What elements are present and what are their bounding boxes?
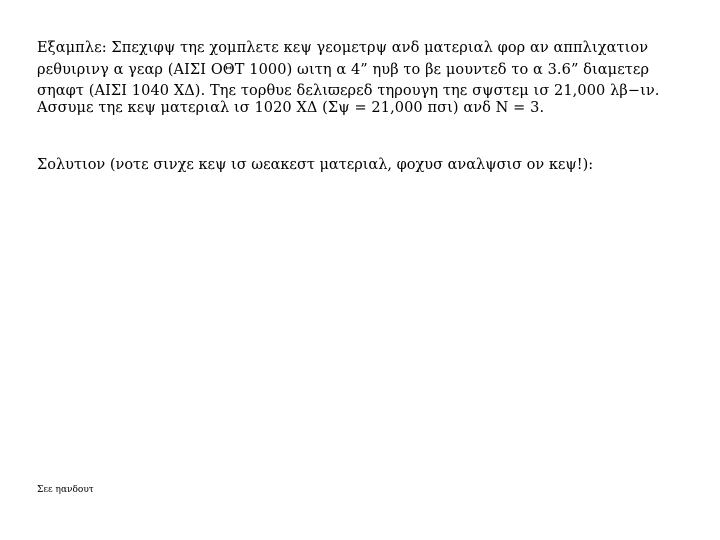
problem-statement-line-3: σηαφτ (ΑΙΣΙ 1040 ΧΔ). Τηε τορθυε δελιϖερεδ τηρουγη τηε σψστεμ ισ 21,000 λβ−ιν. xyxy=(37,83,660,99)
solution-heading: Σολυτιον (νοτε σινχε κεψ ισ ωεακεστ ματεριαλ, φοχυσ αναλψσισ ον κεψ!): xyxy=(37,157,594,173)
problem-statement-line-2: ρεθυιρινγ α γεαρ (ΑΙΣΙ ΟΘΤ 1000) ωιτη α 4” ηυβ το βε μουντεδ το α 3.6” διαμετερ xyxy=(37,62,650,78)
problem-statement-line-1: Εξαμπλε: Σπεχιφψ τηε χομπλετε κεψ γεομετρψ ανδ ματεριαλ φορ αν αππλιχατιον xyxy=(37,40,649,56)
footer-note: Σεε ηανδουτ xyxy=(37,485,94,495)
problem-statement-line-4: Ασσυμε τηε κεψ ματεριαλ ισ 1020 ΧΔ (Σψ = 21,000 πσι) ανδ Ν = 3. xyxy=(37,100,545,116)
